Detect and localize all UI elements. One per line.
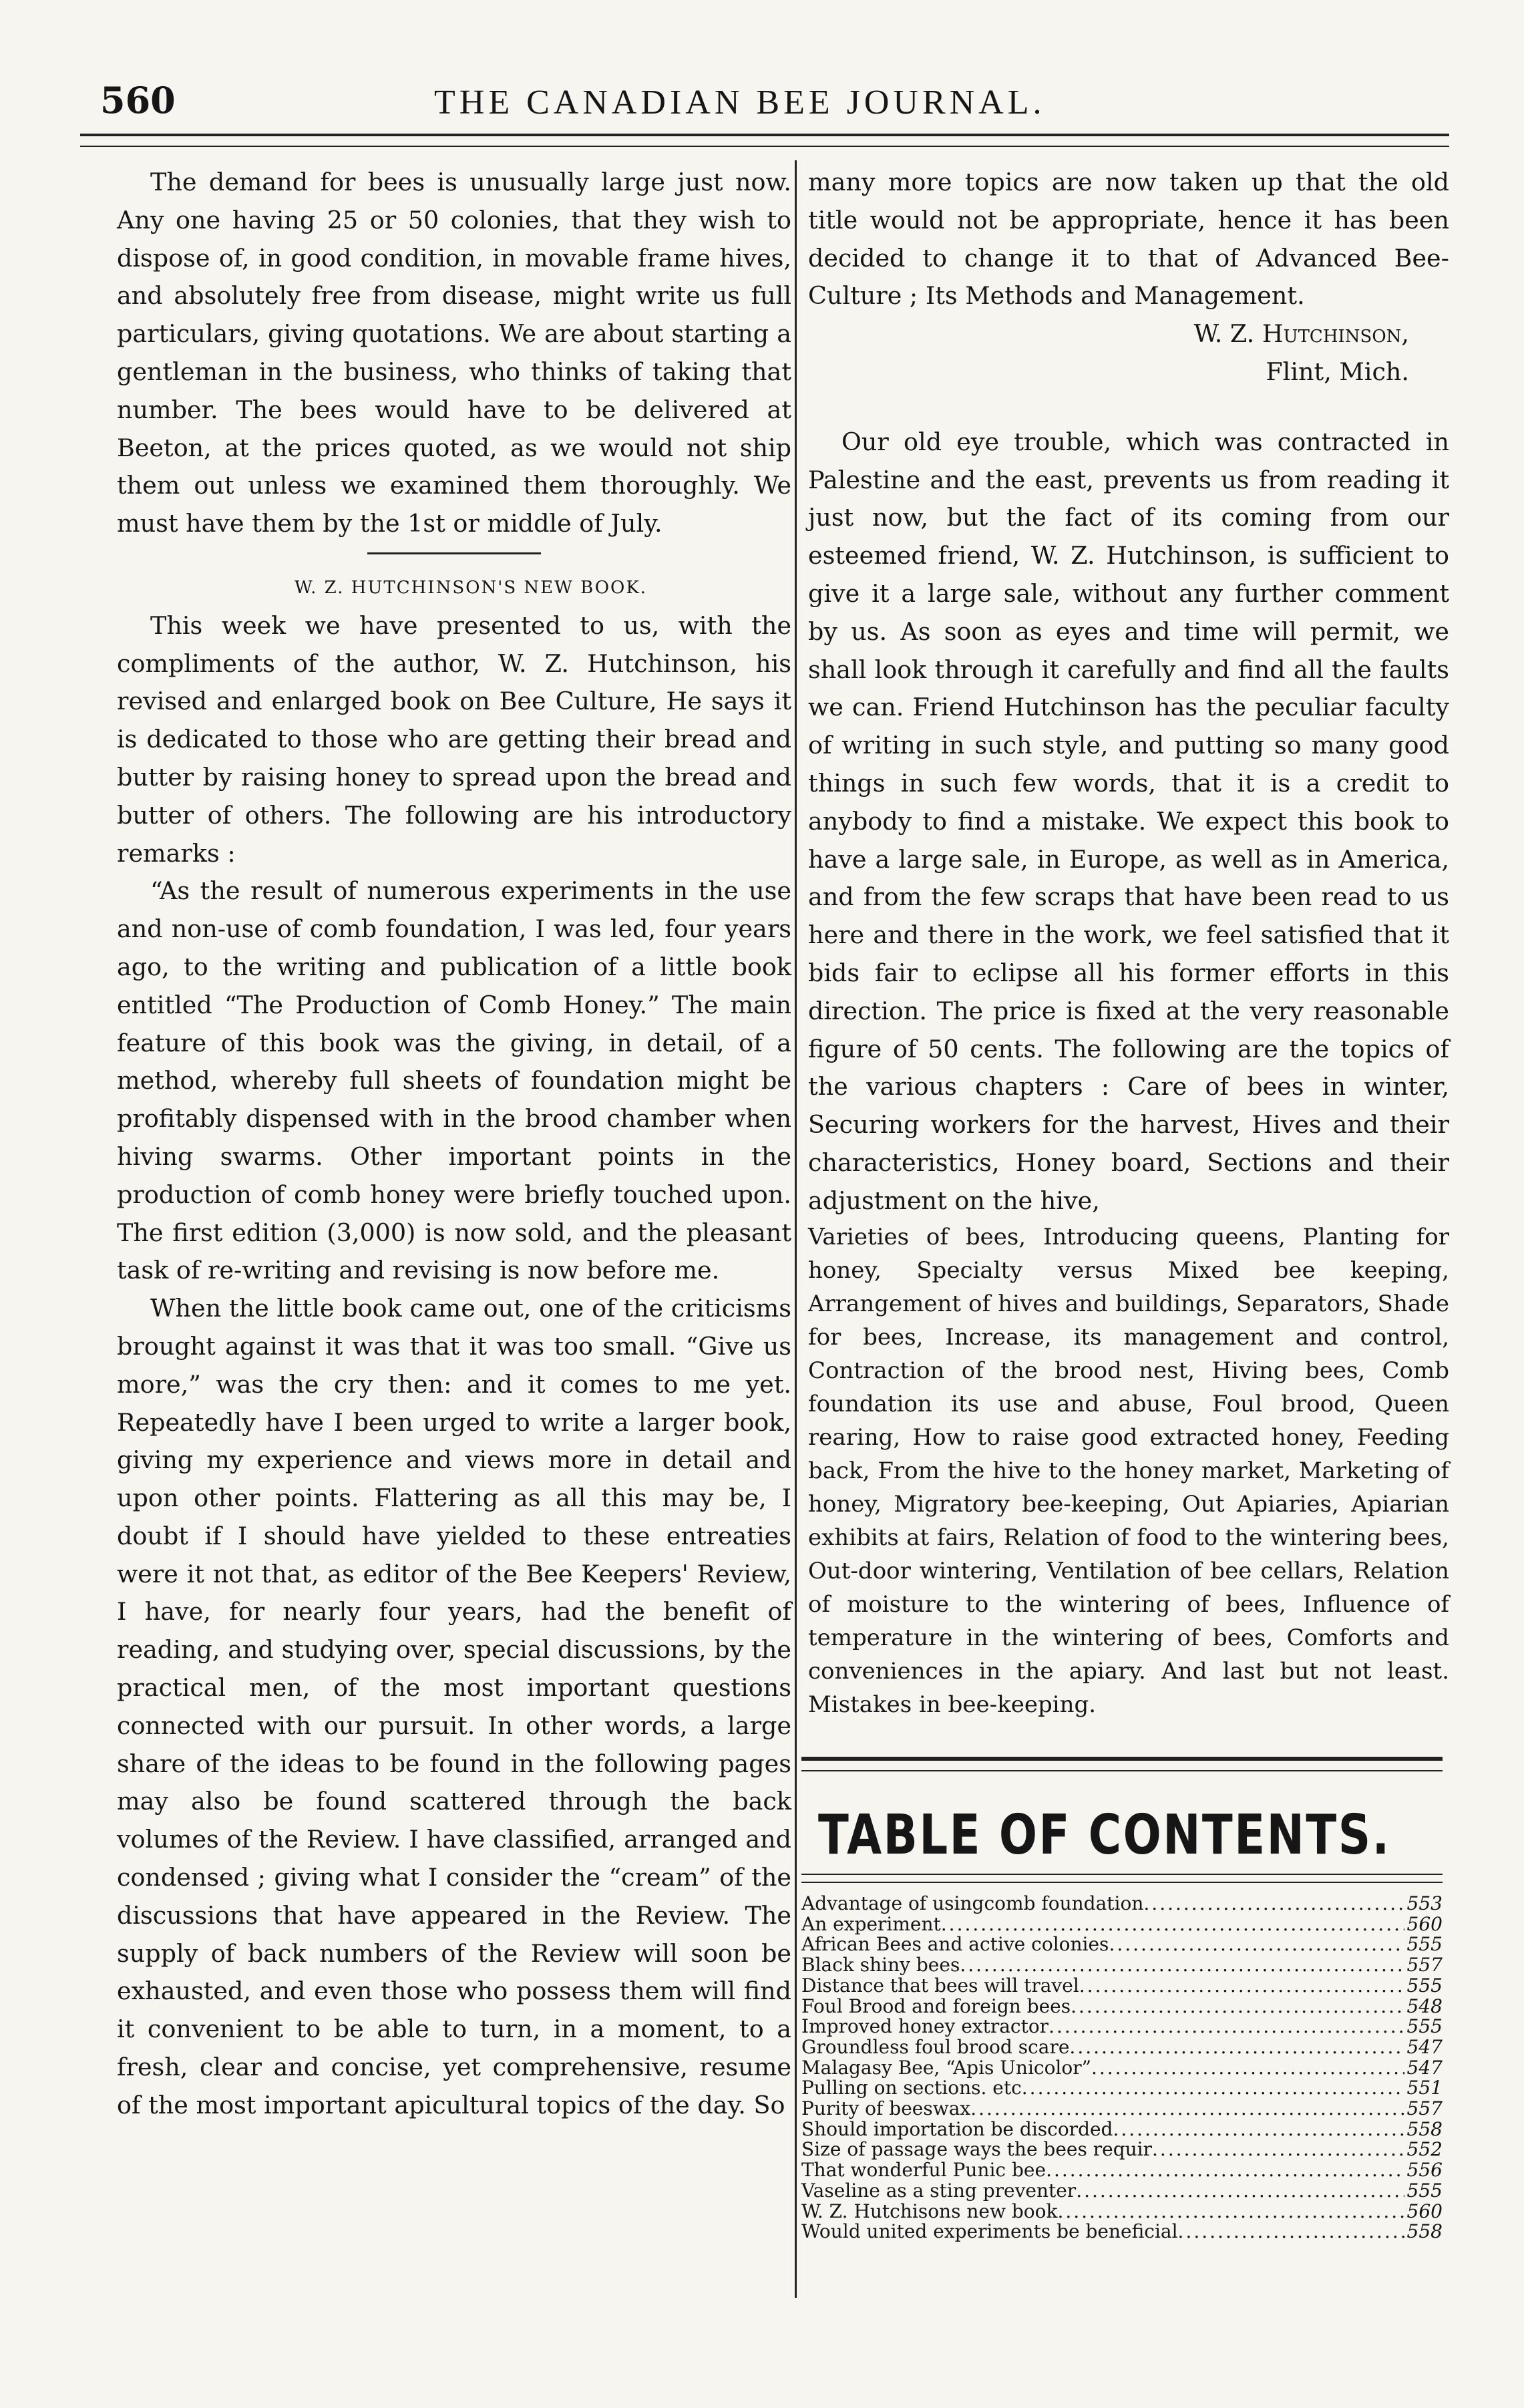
toc-entry-page: 555 xyxy=(1406,2015,1443,2038)
quote-continuation: many more topics are now taken up that the old title would not be appropriate, hence it has been decided to change it to that of Advanced Bee-Culture ; Its Methods and Management. xyxy=(808,168,1449,311)
toc-entry xyxy=(801,1934,1443,1955)
toc-entry xyxy=(801,1914,1443,1935)
toc-leader xyxy=(1109,1934,1404,1955)
toc-entry xyxy=(801,1976,1443,1997)
toc-leader xyxy=(1079,1976,1404,1997)
editor-comment-paragraph: Our old eye trouble, which was contracted in Palestine and the east, prevents us from reading it just now, but the fact of its coming from our esteemed friend, W. Z. Hutchinson, is sufficient to give it a large sale, without any further comment by us. As soon as eyes and time will permit, we shall look through it carefully and find all the faults we can. Friend Hutchinson has the peculiar faculty of writing in such style, and putting so many good things in such few words, that it is a credit to anybody to find a mistake. We expect this book to have a large sale, in Europe, as well as in America, and from the few scraps that have been read to us here and there in the work, we feel satisfied that it bids fair to eclipse all his former efforts in this direction. The price is fixed at the very reasonable figure of 50 cents. The following are the topics of the various chapters : Care of bees in winter, Securing workers for the harvest, Hives and their characteristics, Honey board, Sections and their adjustment on the hive, xyxy=(808,427,1449,1215)
toc-entry-title: Should importation be discorded xyxy=(801,2117,1113,2140)
toc-leader xyxy=(941,1914,1404,1935)
toc-entry-page: 548 xyxy=(1406,1995,1443,2017)
toc-entry xyxy=(801,2058,1443,2079)
toc-entry-title: Advantage of usingcomb foundation xyxy=(801,1892,1144,1914)
toc-entry-page: 560 xyxy=(1406,2200,1443,2222)
toc-leader xyxy=(1143,1894,1404,1914)
toc-leader xyxy=(960,1955,1404,1976)
toc-entry-page: 560 xyxy=(1406,1912,1443,1935)
left-column xyxy=(117,164,791,2125)
toc-entry xyxy=(801,2160,1443,2181)
toc-entry-title: Black shiny bees xyxy=(801,1954,960,1976)
toc-entry xyxy=(801,2202,1443,2222)
toc-entry-title: That wonderful Punic bee xyxy=(801,2159,1046,2182)
toc-entry xyxy=(801,2222,1443,2242)
bees-wanted-paragraph: The demand for bees is unusually large just now. Any one having 25 or 50 colonies, that they wish to dispose of, in good condition, in movable frame hives, and absolutely free from disease, might write us full particulars, giving quotations. We are about starting a gentleman in the business, who thinks of taking that number. The bees would have to be delivered at Beeton, at the prices quoted, as we would not ship them out unless we examined them thoroughly. We must have them by the 1st or middle of July. xyxy=(117,168,791,538)
toc-leader xyxy=(1057,2202,1404,2222)
toc-entry-page: 552 xyxy=(1406,2138,1443,2161)
toc-entry-page: 555 xyxy=(1406,1933,1443,1956)
toc-entry-page: 556 xyxy=(1406,2159,1443,2182)
toc-entry-title: Size of passage ways the bees requir xyxy=(801,2138,1153,2161)
toc-entry-title: Distance that bees will travel xyxy=(801,1974,1079,1997)
toc-entry-title: Pulling on sections. etc xyxy=(801,2077,1022,2099)
toc-leader xyxy=(1069,2037,1404,2058)
toc-leader xyxy=(1091,2058,1404,2079)
toc-leader xyxy=(1022,2078,1404,2099)
toc-entry xyxy=(801,2099,1443,2119)
toc-entry-title: Would united experiments be beneficial xyxy=(801,2220,1178,2243)
column-divider xyxy=(795,160,797,2298)
toc-top-rule xyxy=(801,1757,1443,1771)
toc-entry-title: W. Z. Hutchisons new book xyxy=(801,2200,1058,2222)
toc-entry xyxy=(801,2181,1443,2202)
toc-entry xyxy=(801,1894,1443,1914)
toc-entry xyxy=(801,2017,1443,2037)
section-rule xyxy=(367,552,541,554)
toc-leader xyxy=(1152,2139,1404,2160)
toc-entry-page: 553 xyxy=(1406,1892,1443,1914)
journal-title: THE CANADIAN BEE JOURNAL. xyxy=(434,83,1046,122)
toc-title-rule xyxy=(801,1874,1443,1883)
quote-paragraph-1: “As the result of numerous experiments in the use and non-use of comb foundation, I was led, four years ago, to the writing and publication of a little book entitled “The Production of Comb Honey.” The main feature of this book was the giving, in detail, of a method, whereby full sheets of foundation might be profitably dispensed with in the brood chamber when hiving swarms. Other important points in the production of comb honey were briefly touched upon. The first edition (3,000) is now sold, and the pleasant task of re-writing and revising is now before me. xyxy=(117,876,791,1285)
signature-place: Flint, Mich. xyxy=(1266,357,1409,386)
toc-entry-page: 558 xyxy=(1406,2220,1443,2243)
toc-entry-page: 555 xyxy=(1406,1974,1443,1997)
quote-paragraph-2: When the little book came out, one of the criticisms brought against it was that it was too small. “Give us more,” was the cry then: and it comes to me yet. Repeatedly have I been urged to write a larger book, giving my experience and views more in detail and upon other points. Flattering as all this may be, I doubt if I should have yielded to these entreaties were it not that, as editor of the Bee Keepers' Review, I have, for nearly four years, had the benefit of reading, and studying over, special discussions, by the practical men, of the most important questions connected with our pursuit. In other words, a large share of the ideas to be found in the following pages may also be found scattered through the back volumes of the Review. I have classified, arranged and condensed ; giving what I consider the “cream” of the discussions that have appeared in the Review. The supply of back numbers of the Review will soon be exhausted, and even those who possess them will find it convenient to be able to turn, in a moment, to a fresh, clear and concise, yet comprehensive, resume of the most important apicultural topics of the day. So xyxy=(117,1294,791,2119)
toc-leader xyxy=(1076,2181,1404,2202)
toc-entry-title: Vaseline as a sting preventer xyxy=(801,2179,1077,2202)
toc-title: TABLE OF CONTENTS. xyxy=(818,1803,1391,1867)
toc-entry-page: 557 xyxy=(1406,1954,1443,1976)
toc-entry-page: 547 xyxy=(1406,2035,1443,2058)
toc-entry-page: 557 xyxy=(1406,2097,1443,2120)
page-header xyxy=(100,79,1436,132)
toc-leader xyxy=(1071,1997,1404,2017)
chapter-topics-paragraph: Varieties of bees, Introducing queens, Planting for honey, Specialty versus Mixed bee keeping, Arrangement of hives and buildings, Separators, Shade for bees, Increase, its management and control, Contraction of the brood nest, Hiving bees, Comb foundation its use and abuse, Foul brood, Queen rearing, How to raise good extracted honey, Feeding back, From the hive to the honey market, Marketing of honey, Migratory bee-keeping, Out Apiaries, Apiarian exhibits at fairs, Relation of food to the wintering bees, Out-door wintering, Ventilation of bee cellars, Relation of moisture to the wintering of bees, Influence of temperature in the wintering of bees, Comforts and conveniences in the apiary. And last but not least. Mistakes in bee-keeping. xyxy=(808,1223,1449,1718)
toc-entry-title: Malagasy Bee, “Apis Unicolor” xyxy=(801,2056,1091,2079)
toc-entry xyxy=(801,2037,1443,2058)
toc-entry xyxy=(801,2139,1443,2160)
toc-entry xyxy=(801,1955,1443,1976)
toc-entry-title: Improved honey extractor xyxy=(801,2015,1049,2038)
toc-entry-page: 551 xyxy=(1406,2077,1443,2099)
toc-entry xyxy=(801,2119,1443,2140)
signature-name: W. Z. Hutchinson, xyxy=(1193,319,1409,349)
toc-leader xyxy=(1178,2222,1404,2242)
toc-leader xyxy=(1049,2017,1404,2037)
book-section-heading: W. Z. HUTCHINSON'S NEW BOOK. xyxy=(294,577,648,598)
toc-leader xyxy=(1046,2160,1404,2181)
right-column xyxy=(808,164,1449,1721)
toc-entry-page: 547 xyxy=(1406,2056,1443,2079)
toc-entry-title: Groundless foul brood scare xyxy=(801,2035,1070,2058)
toc-entry-title: Foul Brood and foreign bees xyxy=(801,1995,1071,2017)
signature xyxy=(808,315,1449,353)
header-rule xyxy=(80,134,1449,147)
toc-entry-title: Purity of beeswax xyxy=(801,2097,971,2120)
toc-entry-page: 555 xyxy=(1406,2179,1443,2202)
toc-entry xyxy=(801,2078,1443,2099)
toc-entry-title: African Bees and active colonies xyxy=(801,1933,1109,1956)
toc-leader xyxy=(970,2099,1404,2119)
toc-list xyxy=(801,1894,1443,2242)
toc-entry xyxy=(801,1997,1443,2017)
toc-leader xyxy=(1113,2119,1404,2140)
toc-entry-page: 558 xyxy=(1406,2117,1443,2140)
book-intro-paragraph: This week we have presented to us, with the compliments of the author, W. Z. Hutchinson, his revised and enlarged book on Bee Culture, He says it is dedicated to those who are getting their bread and butter by raising honey to spread upon the bread and butter of others. The following are his introductory remarks : xyxy=(117,611,791,868)
toc-entry-title: An experiment xyxy=(801,1912,941,1935)
page-number: 560 xyxy=(100,79,176,122)
